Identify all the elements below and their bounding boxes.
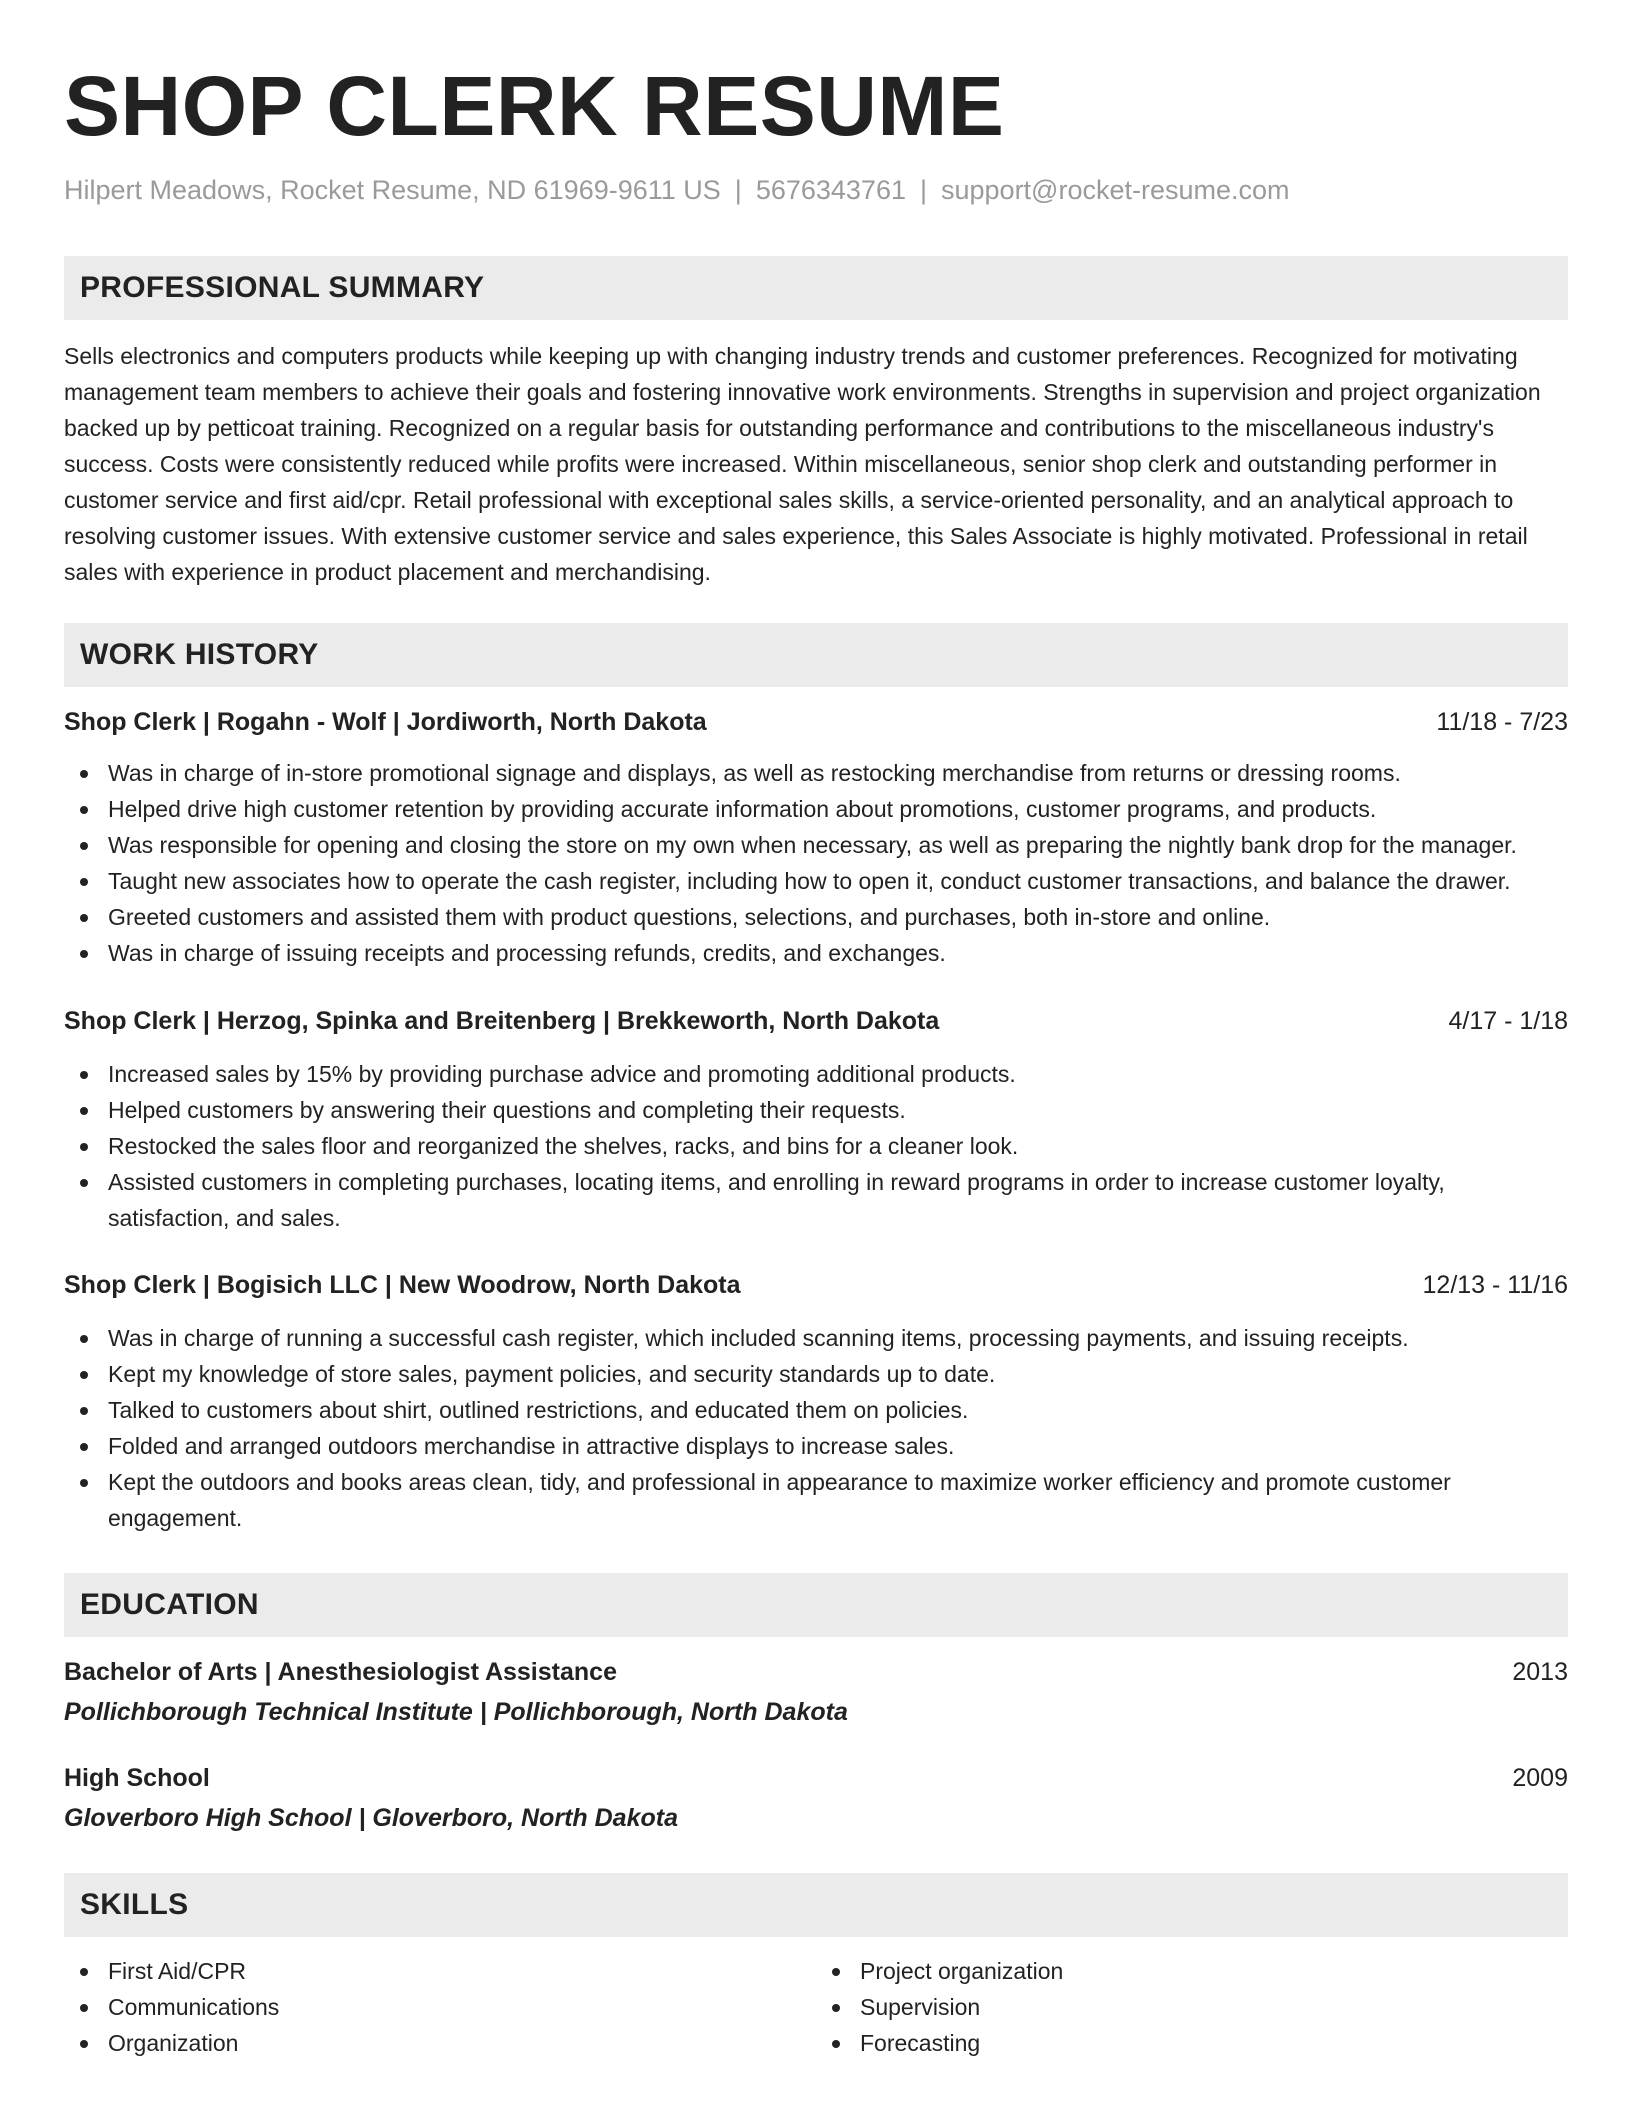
- job-bullet: Was responsible for opening and closing the store on my own when necessary, as well as preparing the nightly bank drop for the manager.: [64, 827, 1568, 863]
- education-degree: High School: [64, 1764, 210, 1793]
- contact-address: Hilpert Meadows, Rocket Resume, ND 61969-9611 US: [64, 175, 721, 205]
- education-degree: Bachelor of Arts | Anesthesiologist Assistance: [64, 1658, 617, 1687]
- contact-separator: |: [734, 175, 742, 205]
- job-entry: [64, 1004, 1568, 1236]
- education-school: Pollichborough Technical Institute | Pollichborough, North Dakota: [64, 1698, 848, 1727]
- section-heading-work-history: WORK HISTORY: [64, 623, 1568, 687]
- education-entry: [64, 1655, 1568, 1729]
- job-bullet: Kept the outdoors and books areas clean, tidy, and professional in appearance to maximize worker efficiency and promote customer engagement.: [64, 1464, 1568, 1536]
- job-bullets: [64, 1320, 1568, 1536]
- section-heading-summary: PROFESSIONAL SUMMARY: [64, 256, 1568, 320]
- job-bullet: Taught new associates how to operate the cash register, including how to open it, conduct customer transactions, and balance the drawer.: [64, 863, 1568, 899]
- job-header: [64, 1004, 1568, 1038]
- job-bullet: Helped customers by answering their questions and completing their requests.: [64, 1092, 1568, 1128]
- contact-line: [64, 174, 1568, 206]
- job-bullet: Assisted customers in completing purchases, locating items, and enrolling in reward programs in order to increase customer loyalty, satisfaction, and sales.: [64, 1164, 1568, 1236]
- job-entry: [64, 705, 1568, 971]
- job-title: Shop Clerk | Rogahn - Wolf | Jordiworth, North Dakota: [64, 708, 707, 737]
- job-title: Shop Clerk | Herzog, Spinka and Breitenberg | Brekkeworth, North Dakota: [64, 1007, 940, 1036]
- skill-item: Forecasting: [816, 2025, 1568, 2061]
- work-history-section: [64, 623, 1568, 1536]
- skill-item: Organization: [64, 2025, 816, 2061]
- job-bullet: Helped drive high customer retention by providing accurate information about promotions, customer programs, and products.: [64, 791, 1568, 827]
- skill-item: Supervision: [816, 1989, 1568, 2025]
- contact-phone: 5676343761: [755, 175, 906, 205]
- summary-section: [64, 256, 1568, 590]
- job-bullet: Was in charge of in-store promotional signage and displays, as well as restocking merchandise from returns or dressing rooms.: [64, 755, 1568, 791]
- education-header: [64, 1655, 1568, 1689]
- contact-separator: |: [919, 175, 927, 205]
- job-bullet: Restocked the sales floor and reorganized the shelves, racks, and bins for a cleaner look.: [64, 1128, 1568, 1164]
- job-bullet: Was in charge of running a successful cash register, which included scanning items, processing payments, and issuing receipts.: [64, 1320, 1568, 1356]
- education-school: Gloverboro High School | Gloverboro, North Dakota: [64, 1804, 678, 1833]
- job-bullet: Was in charge of issuing receipts and processing refunds, credits, and exchanges.: [64, 935, 1568, 971]
- skills-grid: [64, 1953, 1568, 2061]
- job-bullet: Talked to customers about shirt, outlined restrictions, and educated them on policies.: [64, 1392, 1568, 1428]
- skill-item: Communications: [64, 1989, 816, 2025]
- education-header: [64, 1761, 1568, 1795]
- job-bullet: Kept my knowledge of store sales, payment policies, and security standards up to date.: [64, 1356, 1568, 1392]
- job-bullet: Greeted customers and assisted them with product questions, selections, and purchases, both in-store and online.: [64, 899, 1568, 935]
- job-dates: 4/17 - 1/18: [1448, 1007, 1568, 1036]
- education-section: [64, 1573, 1568, 1835]
- section-heading-education: EDUCATION: [64, 1573, 1568, 1637]
- section-heading-skills: SKILLS: [64, 1873, 1568, 1937]
- job-dates: 11/18 - 7/23: [1436, 708, 1568, 737]
- skills-list-right: [816, 1953, 1568, 2061]
- job-entry: [64, 1268, 1568, 1536]
- job-bullet: Folded and arranged outdoors merchandise in attractive displays to increase sales.: [64, 1428, 1568, 1464]
- job-header: [64, 705, 1568, 739]
- resume-title: SHOP CLERK RESUME: [64, 59, 1005, 153]
- skill-item: First Aid/CPR: [64, 1953, 816, 1989]
- job-title: Shop Clerk | Bogisich LLC | New Woodrow, North Dakota: [64, 1271, 741, 1300]
- summary-text: Sells electronics and computers products while keeping up with changing industry trends and customer preferences. Recognized for motivating management team members to achieve their goals and fostering innovative work environments. Strengths in supervision and project organization backed up by petticoat training. Recognized on a regular basis for outstanding performance and contributions to the miscellaneous industry's success. Costs were consistently reduced while profits were increased. Within miscellaneous, senior shop clerk and outstanding performer in customer service and first aid/cpr. Retail professional with exceptional sales skills, a service-oriented personality, and an analytical approach to resolving customer issues. With extensive customer service and sales experience, this Sales Associate is highly motivated. Professional in retail sales with experience in product placement and merchandising.: [64, 343, 1541, 586]
- education-entry: [64, 1761, 1568, 1835]
- job-bullets: [64, 1056, 1568, 1236]
- job-header: [64, 1268, 1568, 1302]
- skill-item: Project organization: [816, 1953, 1568, 1989]
- education-year: 2009: [1512, 1764, 1568, 1793]
- job-bullets: [64, 755, 1568, 971]
- skills-list-left: [64, 1953, 816, 2061]
- job-dates: 12/13 - 11/16: [1422, 1271, 1568, 1300]
- education-year: 2013: [1512, 1658, 1568, 1687]
- contact-email: support@rocket-resume.com: [941, 175, 1290, 205]
- job-bullet: Increased sales by 15% by providing purchase advice and promoting additional products.: [64, 1056, 1568, 1092]
- skills-section: [64, 1873, 1568, 2061]
